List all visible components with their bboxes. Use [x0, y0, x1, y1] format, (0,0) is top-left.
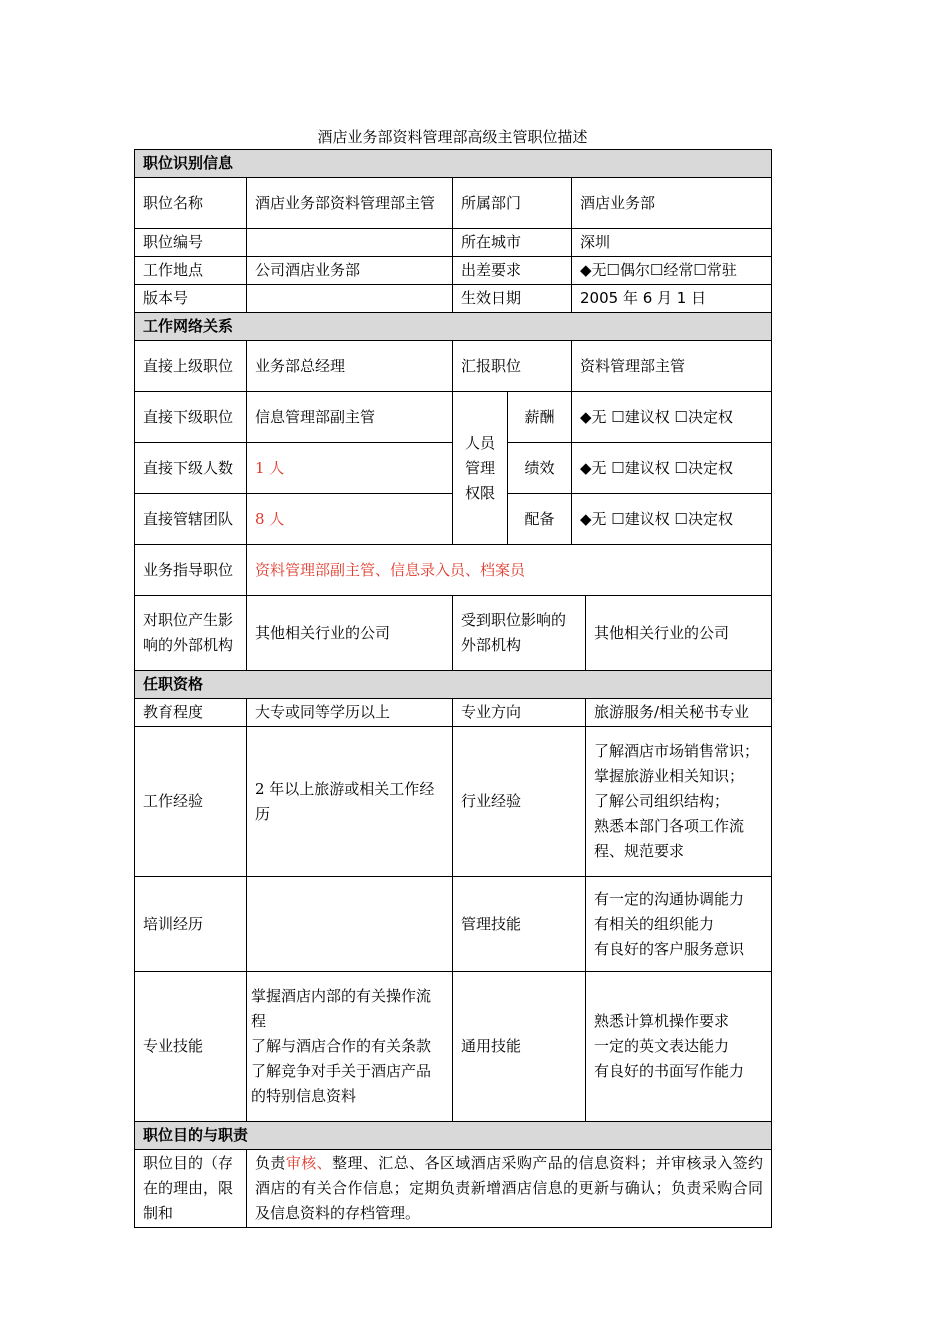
authority-salary-value: ◆无 ☐建议权 ☐决定权 [572, 392, 772, 443]
purpose-text-prefix: 负责 [255, 1154, 286, 1172]
authority-staffing-value: ◆无 ☐建议权 ☐决定权 [572, 494, 772, 545]
department-label: 所属部门 [453, 178, 572, 229]
department-value: 酒店业务部 [572, 178, 772, 229]
management-line: 有一定的沟通协调能力 [594, 889, 745, 908]
management-label: 管理技能 [453, 877, 586, 972]
subordinate-label: 直接下级职位 [135, 392, 247, 443]
position-name-label: 职位名称 [135, 178, 247, 229]
experience-label: 工作经验 [135, 727, 247, 877]
education-value: 大专或同等学历以上 [247, 699, 453, 727]
effective-date-value: 2005 年 6 月 1 日 [572, 285, 772, 313]
team-label: 直接管辖团队 [135, 494, 247, 545]
report-value: 资料管理部主管 [572, 341, 772, 392]
industry-label: 行业经验 [453, 727, 586, 877]
experience-value: 2 年以上旅游或相关工作经历 [247, 727, 453, 877]
city-label: 所在城市 [453, 229, 572, 257]
industry-line: 了解酒店市场销售常识； [594, 742, 760, 760]
travel-label: 出差要求 [453, 257, 572, 285]
team-value: 8 人 [247, 494, 453, 545]
version-value [247, 285, 453, 313]
report-label: 汇报职位 [453, 341, 572, 392]
management-line: 有良好的客户服务意识 [594, 939, 745, 958]
subordinate-count-label: 直接下级人数 [135, 443, 247, 494]
purpose-text-highlight: 审核、 [285, 1154, 333, 1172]
professional-line: 了解竞争对手关于酒店产品的特别信息资料 [251, 1062, 432, 1105]
guidance-value: 资料管理部副主管、信息录入员、档案员 [247, 545, 772, 596]
position-code-label: 职位编号 [135, 229, 247, 257]
section-qualifications: 任职资格 [135, 671, 772, 699]
city-value: 深圳 [572, 229, 772, 257]
industry-line: 熟悉本部门各项工作流程、规范要求 [594, 817, 745, 860]
effective-date-label: 生效日期 [453, 285, 572, 313]
professional-value [247, 972, 453, 1122]
management-value [586, 877, 772, 972]
authority-performance-label: 绩效 [508, 443, 572, 494]
job-description-table [134, 149, 772, 1228]
training-label: 培训经历 [135, 877, 247, 972]
purpose-value [247, 1150, 772, 1228]
external-affect-value: 其他相关行业的公司 [247, 596, 453, 671]
section-network: 工作网络关系 [135, 313, 772, 341]
section-identification: 职位识别信息 [135, 150, 772, 178]
authority-label: 人员管理权限 [453, 392, 508, 545]
travel-value: ◆无☐偶尔☐经常☐常驻 [572, 257, 772, 285]
external-affect-label: 对职位产生影响的外部机构 [135, 596, 247, 671]
general-label: 通用技能 [453, 972, 586, 1122]
document-title: 酒店业务部资料管理部高级主管职位描述 [317, 128, 588, 146]
professional-label: 专业技能 [135, 972, 247, 1122]
industry-line: 掌握旅游业相关知识； [594, 767, 745, 785]
location-label: 工作地点 [135, 257, 247, 285]
authority-performance-value: ◆无 ☐建议权 ☐决定权 [572, 443, 772, 494]
professional-line: 了解与酒店合作的有关条款 [251, 1037, 432, 1055]
industry-value [586, 727, 772, 877]
subordinate-count-value: 1 人 [247, 443, 453, 494]
industry-line: 了解公司组织结构； [594, 792, 730, 810]
external-affected-value: 其他相关行业的公司 [586, 596, 772, 671]
general-line: 熟悉计算机操作要求 [594, 1012, 730, 1030]
education-label: 教育程度 [135, 699, 247, 727]
superior-value: 业务部总经理 [247, 341, 453, 392]
position-name-value: 酒店业务部资料管理部主管 [247, 178, 453, 229]
section-purpose: 职位目的与职责 [135, 1122, 772, 1150]
position-code-value [247, 229, 453, 257]
guidance-label: 业务指导职位 [135, 545, 247, 596]
major-value: 旅游服务/相关秘书专业 [586, 699, 772, 727]
version-label: 版本号 [135, 285, 247, 313]
major-label: 专业方向 [453, 699, 586, 727]
authority-staffing-label: 配备 [508, 494, 572, 545]
authority-salary-label: 薪酬 [508, 392, 572, 443]
general-value [586, 972, 772, 1122]
purpose-label: 职位目的（存在的理由，限制和 [135, 1150, 247, 1228]
general-line: 一定的英文表达能力 [594, 1037, 730, 1055]
superior-label: 直接上级职位 [135, 341, 247, 392]
external-affected-label: 受到职位影响的外部机构 [453, 596, 586, 671]
professional-line: 掌握酒店内部的有关操作流程 [251, 987, 432, 1030]
training-value [247, 877, 453, 972]
purpose-text-rest: 整理、汇总、各区域酒店采购产品的信息资料；并审核录入签约酒店的有关合作信息；定期负责新增酒店信息的更新与确认；负责采购合同及信息资料的存档管理。 [255, 1154, 764, 1222]
subordinate-value: 信息管理部副主管 [247, 392, 453, 443]
location-value: 公司酒店业务部 [247, 257, 453, 285]
management-line: 有相关的组织能力 [594, 914, 715, 933]
general-line: 有良好的书面写作能力 [594, 1062, 745, 1080]
